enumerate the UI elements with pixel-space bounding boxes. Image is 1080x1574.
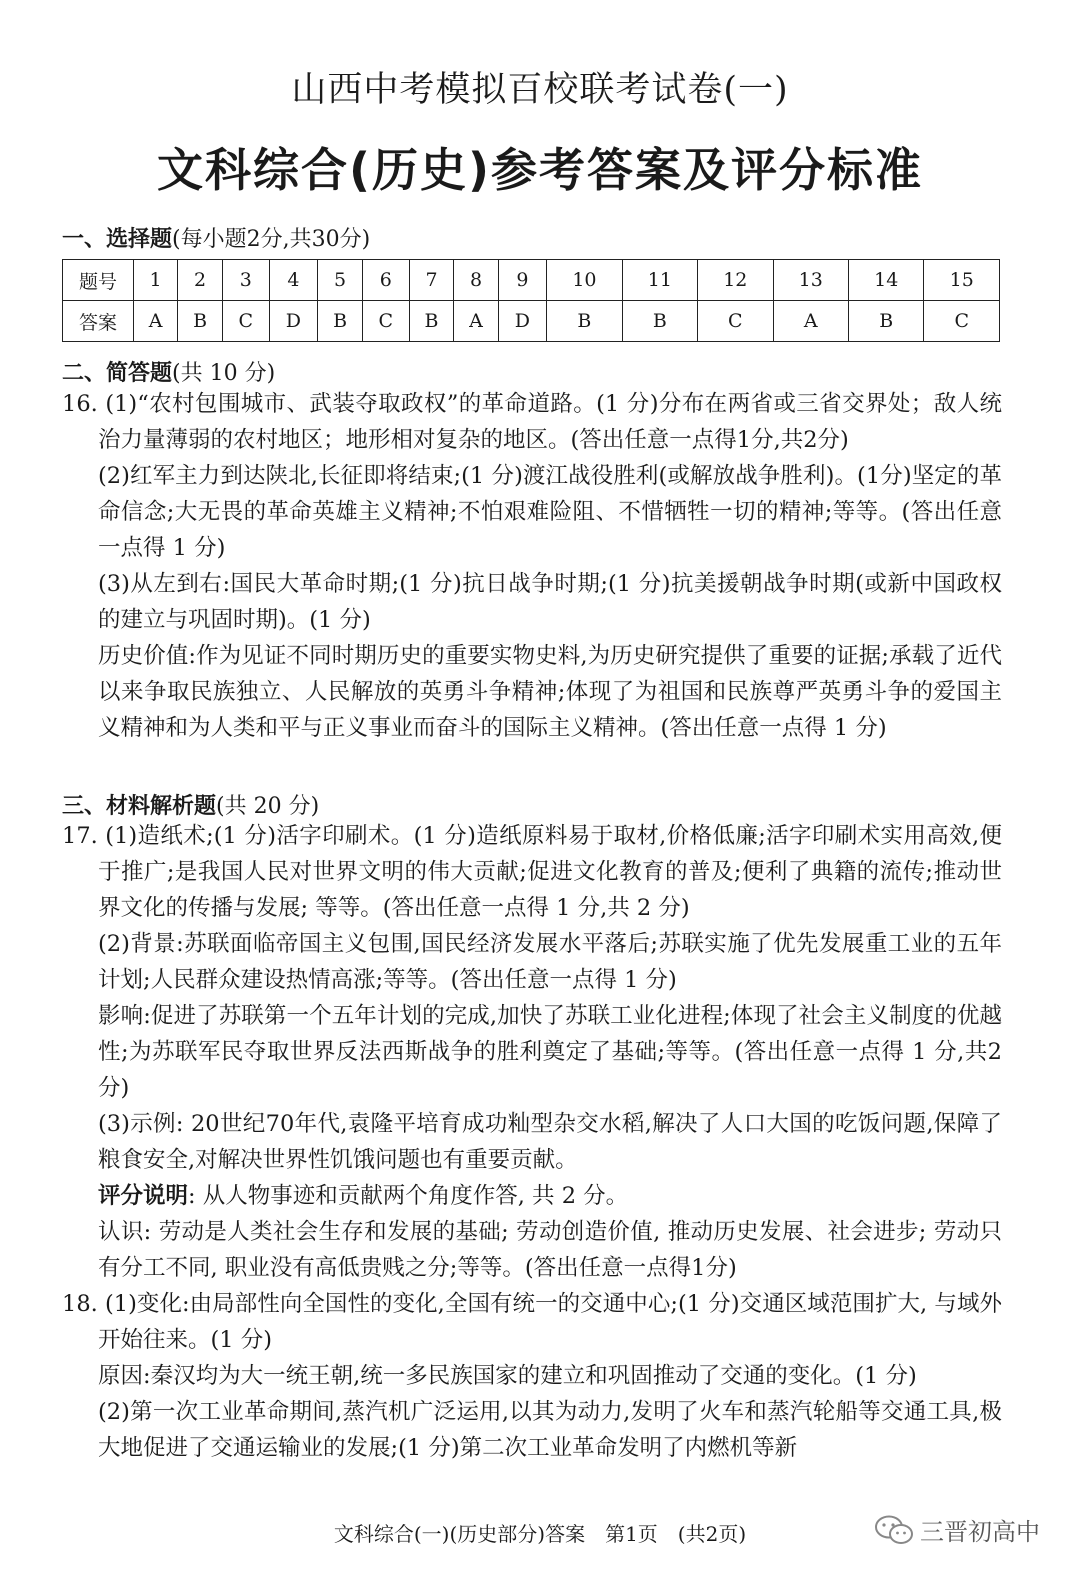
answer-cell: D <box>269 301 318 342</box>
section-3-heading-label: 三、材料解析题 <box>62 794 217 819</box>
q17-scoring-note <box>62 1178 1002 1214</box>
q16-part-3: (3)从左到右:国民大革命时期;(1 分)抗日战争时期;(1 分)抗美援朝战争时期(或新中国政权的建立与巩固时期)。(1 分) <box>98 571 1002 633</box>
answer-cell: C <box>924 301 1000 342</box>
answer-table-question-row <box>63 260 1000 301</box>
answer-cell: C <box>363 301 410 342</box>
q18-part-2: (2)第一次工业革命期间,蒸汽机广泛运用,以其为动力,发明了火车和蒸汽轮船等交通工具,极大地促进了交通运输业的发展;(1 分)第二次工业革命发明了内燃机等新 <box>98 1399 1002 1461</box>
q17-impact: 影响:促进了苏联第一个五年计划的完成,加快了苏联工业化进程;体现了社会主义制度的优越性;为苏联军民夺取世界反法西斯战争的胜利奠定了基础;等等。(答出任意一点得 1 分,共2分) <box>98 1003 1002 1101</box>
q16-historical-value: 历史价值:作为见证不同时期历史的重要实物史料,为历史研究提供了重要的证据;承载了近代以来争取民族独立、人民解放的英勇斗争精神;体现了为祖国和民族尊严英勇斗争的爱国主义精神和为人类和平与正义事业而奋斗的国际主义精神。(答出任意一点得 1 分) <box>98 643 1002 741</box>
question-number: 14 <box>849 260 924 301</box>
section-1-heading-label: 一、选择题 <box>62 227 173 252</box>
wechat-icon <box>874 1514 914 1546</box>
answer-cell: B <box>318 301 363 342</box>
question-number: 2 <box>178 260 223 301</box>
question-number: 13 <box>773 260 848 301</box>
question-number: 11 <box>622 260 697 301</box>
q17-understanding: 认识: 劳动是人类社会生存和发展的基础; 劳动创造价值, 推动历史发展、社会进步; 劳动只有分工不同, 职业没有高低贵贱之分;等等。(答出任意一点得1分) <box>98 1219 1002 1281</box>
question-number: 8 <box>454 260 498 301</box>
q18-reason: 原因:秦汉均为大一统王朝,统一多民族国家的建立和巩固推动了交通的变化。(1 分) <box>98 1363 917 1389</box>
q16-part-2: (2)红军主力到达陕北,长征即将结束;(1 分)渡江战役胜利(或解放战争胜利)。(1分)坚定的革命信念;大无畏的革命英雄主义精神;不怕艰难险阻、不惜牺牲一切的精神;等等。(答出任意一点得 1 分) <box>98 463 1002 561</box>
section-3-heading-note: (共 20 分) <box>216 794 320 819</box>
section-1-heading <box>62 222 370 253</box>
section-2-heading-label: 二、简答题 <box>62 361 173 386</box>
scoring-note-text: : 从人物事迹和贡献两个角度作答, 共 2 分。 <box>188 1183 629 1209</box>
answer-cell: C <box>222 301 269 342</box>
watermark-text: 三晋初高中 <box>920 1518 1040 1546</box>
q17-part-3: (3)示例: 20世纪70年代,袁隆平培育成功籼型杂交水稻,解决了人口大国的吃饭问题,保障了粮食安全,对解决世界性饥饿问题也有重要贡献。 <box>98 1111 1002 1173</box>
section-2-heading <box>62 356 275 387</box>
page-footer: 文科综合(一)(历史部分)答案 第1页 (共2页) <box>333 1522 747 1546</box>
question-number: 10 <box>547 260 622 301</box>
answer-cell: B <box>409 301 454 342</box>
watermark <box>874 1512 1040 1547</box>
exam-title: 文科综合(历史)参考答案及评分标准 <box>156 143 924 197</box>
q17-part-1: 17. (1)造纸术;(1 分)活字印刷术。(1 分)造纸原料易于取材,价格低廉;活字印刷术实用高效,便于推广;是我国人民对世界文明的伟大贡献;促进文化教育的普及;便利了典籍的流传;推动世界文化的传播与发展; 等等。(答出任意一点得 1 分,共 2 分) <box>62 823 1002 921</box>
answer-cell: A <box>454 301 498 342</box>
question-number: 6 <box>363 260 410 301</box>
question-number: 15 <box>924 260 1000 301</box>
question-16 <box>62 386 1002 746</box>
section-3-heading <box>62 789 319 820</box>
question-number: 7 <box>409 260 454 301</box>
question-row-header: 题号 <box>63 260 134 301</box>
answer-cell: D <box>498 301 547 342</box>
answer-table-answer-row <box>63 301 1000 342</box>
q17-part-2: (2)背景:苏联面临帝国主义包围,国民经济发展水平落后;苏联实施了优先发展重工业的五年计划;人民群众建设热情高涨;等等。(答出任意一点得 1 分) <box>98 931 1002 993</box>
question-number: 4 <box>269 260 318 301</box>
answer-cell: B <box>849 301 924 342</box>
answer-cell: A <box>773 301 848 342</box>
q16-part-1: 16. (1)“农村包围城市、武装夺取政权”的革命道路。(1 分)分布在两省或三省交界处；敌人统治力量薄弱的农村地区；地形相对复杂的地区。(答出任意一点得1分,共2分) <box>62 391 1002 453</box>
exam-subtitle: 山西中考模拟百校联考试卷(一) <box>291 70 789 110</box>
answer-cell: A <box>134 301 178 342</box>
answer-cell: C <box>698 301 773 342</box>
question-number: 3 <box>222 260 269 301</box>
answer-cell: B <box>547 301 622 342</box>
question-17 <box>62 818 1002 1286</box>
section-1-heading-note: (每小题2分,共30分) <box>172 227 371 252</box>
scoring-note-label: 评分说明 <box>98 1183 189 1209</box>
question-number: 12 <box>698 260 773 301</box>
question-number: 9 <box>498 260 547 301</box>
question-18 <box>62 1286 1002 1466</box>
q18-part-1: 18. (1)变化:由局部性向全国性的变化,全国有统一的交通中心;(1 分)交通区域范围扩大, 与域外开始往来。(1 分) <box>62 1291 1002 1353</box>
answer-table <box>62 259 1000 342</box>
answer-cell: B <box>622 301 697 342</box>
section-2-heading-note: (共 10 分) <box>172 361 276 386</box>
answer-row-header: 答案 <box>63 301 134 342</box>
question-number: 1 <box>134 260 178 301</box>
question-number: 5 <box>318 260 363 301</box>
answer-cell: B <box>178 301 223 342</box>
